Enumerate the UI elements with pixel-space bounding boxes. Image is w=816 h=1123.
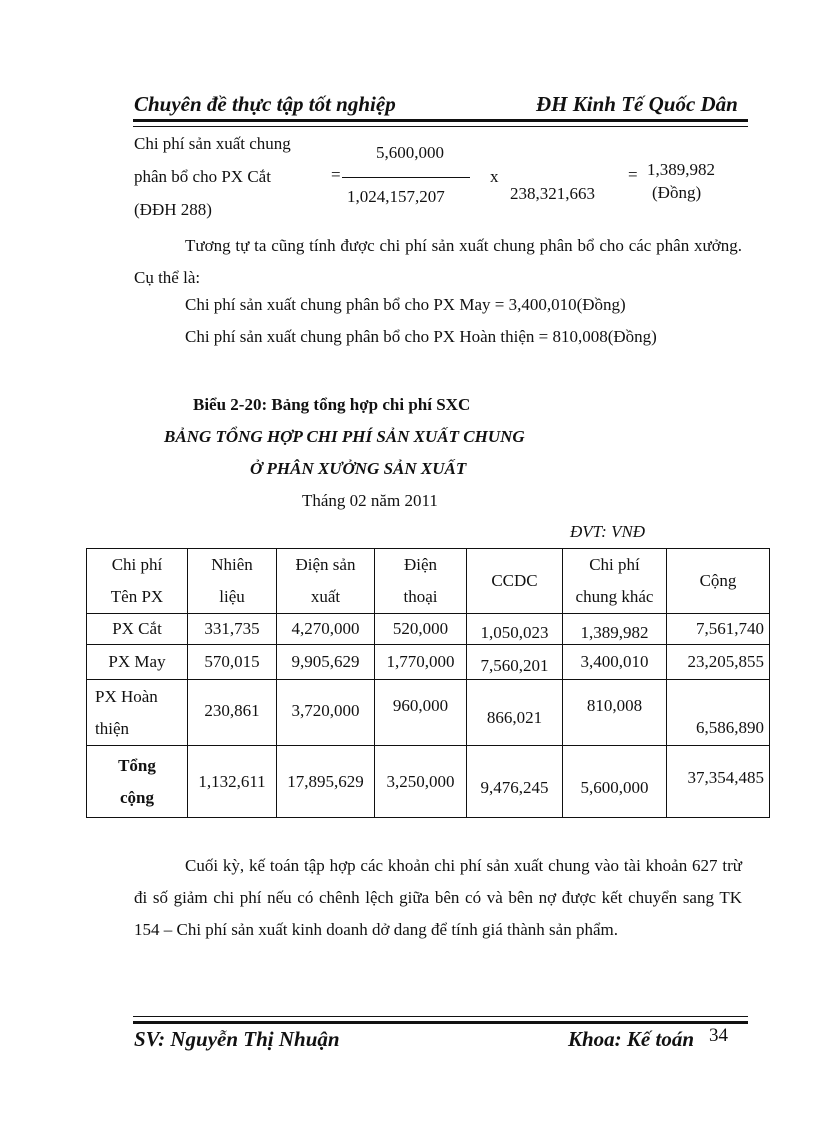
- header-right: ĐH Kinh Tế Quốc Dân: [536, 92, 738, 116]
- total-value: 9,476,245: [467, 746, 563, 818]
- footer-page-number: 34: [709, 1025, 728, 1046]
- intro-paragraph: Tương tự ta cũng tính được chi phí sản xuất chung phân bổ cho các phân xưởng. Cụ thể là:: [134, 236, 742, 287]
- cost-summary-table: [86, 548, 770, 818]
- header-corner-top: Chi phí: [111, 555, 163, 574]
- header-col-dien-thoai: [375, 549, 467, 614]
- header-rule: [133, 119, 748, 127]
- total-value: 5,600,000: [563, 746, 667, 818]
- total-name-line2: cộng: [120, 787, 154, 807]
- total-value: 3,250,000: [375, 746, 467, 818]
- intro-line-px-hoan-thien: Chi phí sản xuất chung phân bổ cho PX Hoàn thiện = 810,008(Đồng): [185, 327, 657, 346]
- cell-value: 3,720,000: [277, 680, 375, 746]
- formula-label-line3: (ĐĐH 288): [134, 200, 212, 219]
- row-name-line2: thiện: [95, 718, 129, 738]
- formula-label-line2: phân bổ cho PX Cắt: [134, 167, 271, 186]
- total-value: 1,132,611: [188, 746, 277, 818]
- footer-rule: [133, 1016, 748, 1024]
- cell-value: 23,205,855: [667, 645, 770, 680]
- cell-value: 7,560,201: [467, 645, 563, 680]
- formula-numerator: 5,600,000: [376, 143, 444, 162]
- cell-value: 1,050,023: [467, 614, 563, 645]
- closing-paragraph: Cuối kỳ, kế toán tập hợp các khoản chi phí sản xuất chung vào tài khoản 627 trừ đi số giảm chi phí nếu có chênh lệch giữa bên có và bên nợ được kết chuyển sang TK 154 – Chi phí sản xuất kinh doanh dở dang để tính giá thành sản phẩm.: [134, 856, 742, 939]
- formula-result-equals: =: [628, 165, 638, 184]
- header-col-line1: Chi phí: [589, 555, 640, 574]
- cell-value: 9,905,629: [277, 645, 375, 680]
- cell-value: 331,735: [188, 614, 277, 645]
- table-row: [87, 645, 770, 680]
- header-col-dien-san-xuat: [277, 549, 375, 614]
- formula-multiplier: 238,321,663: [510, 184, 595, 203]
- cell-value: 960,000: [375, 680, 467, 746]
- table-row: [87, 680, 770, 746]
- table-total-row: [87, 746, 770, 818]
- row-name: [87, 680, 188, 746]
- cell-value: 3,400,010: [563, 645, 667, 680]
- header-col-line2: liệu: [219, 587, 245, 606]
- footer-student: SV: Nguyễn Thị Nhuận: [134, 1027, 340, 1051]
- cell-value: 570,015: [188, 645, 277, 680]
- cell-value: 6,586,890: [667, 680, 770, 746]
- header-col-line2: chung khác: [575, 587, 654, 606]
- row-name: PX May: [87, 645, 188, 680]
- footer-faculty: Khoa: Kế toán: [568, 1027, 695, 1051]
- formula-fraction-line: [342, 177, 470, 178]
- total-value: 37,354,485: [667, 746, 770, 818]
- table-caption: Biểu 2-20: Bảng tổng hợp chi phí SXC: [193, 395, 471, 414]
- formula-result-value: 1,389,982: [647, 160, 715, 179]
- table-header-row: [87, 549, 770, 614]
- header-col-line1: Điện sản: [295, 555, 356, 574]
- header-col-line2: xuất: [310, 587, 341, 606]
- header-corner-bottom: Tên PX: [110, 587, 164, 606]
- cell-value: 230,861: [188, 680, 277, 746]
- cell-value: 1,389,982: [563, 614, 667, 645]
- header-col-ccdc: CCDC: [467, 549, 563, 614]
- table-title-line2: Ở PHÂN XƯỞNG SẢN XUẤT: [250, 459, 467, 478]
- row-name-line1: PX Hoàn: [95, 686, 158, 706]
- header-col-line1: Điện: [403, 555, 438, 574]
- row-name: PX Cắt: [87, 614, 188, 645]
- header-col-line2: thoại: [403, 587, 438, 606]
- formula-label-line1: Chi phí sản xuất chung: [134, 134, 291, 153]
- header-col-line1: Nhiên: [211, 555, 253, 574]
- header-col-cong: Cộng: [667, 549, 770, 614]
- header-corner-cell: [87, 549, 188, 614]
- formula-equals: =: [331, 165, 341, 184]
- cell-value: 1,770,000: [375, 645, 467, 680]
- cell-value: 866,021: [467, 680, 563, 746]
- formula-result-unit: (Đồng): [652, 183, 702, 202]
- cell-value: 4,270,000: [277, 614, 375, 645]
- table-title-line1: BẢNG TỔNG HỢP CHI PHÍ SẢN XUẤT CHUNG: [164, 427, 525, 446]
- total-value: 17,895,629: [277, 746, 375, 818]
- header-col-chi-phi-chung-khac: [563, 549, 667, 614]
- header-left: Chuyên đề thực tập tốt nghiệp: [134, 92, 396, 116]
- header-col-nhien-lieu: [188, 549, 277, 614]
- total-name: [87, 746, 188, 818]
- formula-times: x: [490, 167, 499, 186]
- formula-denominator: 1,024,157,207: [347, 187, 445, 206]
- table-unit: ĐVT: VNĐ: [570, 522, 646, 541]
- total-name-line1: Tổng: [118, 755, 156, 775]
- table-row: [87, 614, 770, 645]
- cell-value: 810,008: [563, 680, 667, 746]
- intro-line-px-may: Chi phí sản xuất chung phân bổ cho PX May = 3,400,010(Đồng): [185, 295, 626, 314]
- cell-value: 7,561,740: [667, 614, 770, 645]
- cell-value: 520,000: [375, 614, 467, 645]
- table-period: Tháng 02 năm 2011: [302, 491, 438, 510]
